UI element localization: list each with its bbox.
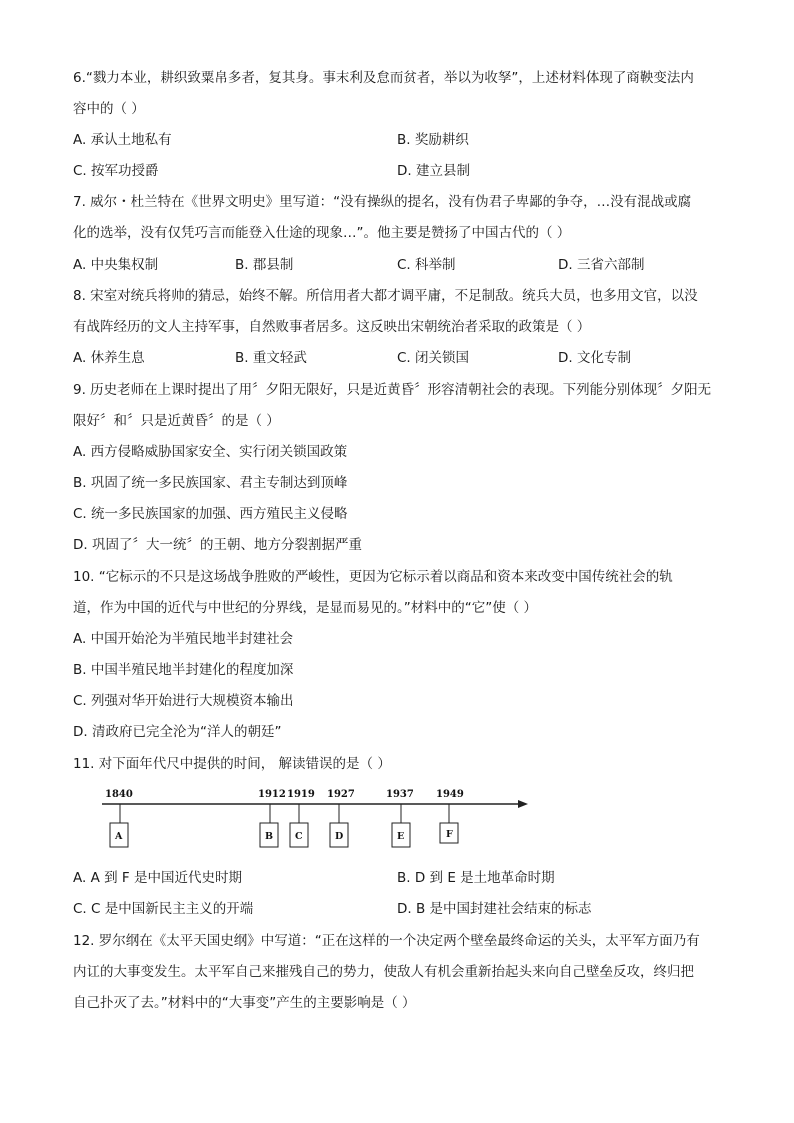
year-timeline — [92, 785, 532, 855]
q10-option-a: A. 中国开始沦为半殖民地半封建社会 — [73, 631, 294, 647]
q9-option-a: A. 西方侵略威胁国家安全、实行闭关锁国政策 — [73, 444, 348, 460]
q8-option-b: B. 重文轻武 — [235, 350, 307, 366]
q12-stem-line1: 12. 罗尔纲在《太平天国史纲》中写道：“正在这样的一个决定两个壁垒最终命运的关头，太平军方面乃有 — [73, 933, 700, 949]
q7-option-b: B. 郡县制 — [235, 257, 294, 273]
q7-option-a: A. 中央集权制 — [73, 257, 159, 273]
q10-option-b: B. 中国半殖民地半封建化的程度加深 — [73, 662, 294, 678]
q12-stem-line3: 自己扑灭了去。”材料中的“大事变”产生的主要影响是（ ） — [73, 995, 416, 1011]
timeline-box-f-label: F — [446, 829, 453, 840]
q9-stem-line1: 9. 历史老师在上课时提出了用〞夕阳无限好，只是近黄昏〞形容清朝社会的表现。下列能分别体现〞夕阳无 — [73, 382, 712, 398]
timeline-year-1912: 1912 — [258, 789, 286, 800]
timeline-box-d-label: D — [335, 831, 344, 842]
timeline-arrow — [518, 800, 528, 808]
q7-option-c: C. 科举制 — [397, 257, 456, 273]
q9-option-c: C. 统一多民族国家的加强、西方殖民主义侵略 — [73, 506, 348, 522]
q10-stem-line2: 道，作为中国的近代与中世纪的分界线，是显而易见的。”材料中的“它”使（ ） — [73, 600, 538, 616]
timeline-box-b-label: B — [265, 831, 274, 842]
q7-option-d: D. 三省六部制 — [558, 257, 645, 273]
q9-stem-line2: 限好〞和〞只是近黄昏〞的是（ ） — [73, 413, 280, 429]
q6-stem-line1: 6.“戮力本业，耕织致粟帛多者，复其身。事末利及怠而贫者，举以为收孥”，上述材料体现了商鞅变法内 — [73, 70, 694, 86]
q10-option-d: D. 清政府已完全沦为“洋人的朝廷” — [73, 724, 282, 740]
q8-option-d: D. 文化专制 — [558, 350, 631, 366]
q6-option-a: A. 承认土地私有 — [73, 132, 172, 148]
q7-stem-line1: 7. 威尔・杜兰特在《世界文明史》里写道：“没有操纵的提名，没有伪君子卑鄙的争夺，…没有混战或腐 — [73, 194, 692, 210]
q8-option-c: C. 闭关锁国 — [397, 350, 470, 366]
timeline-box-a-label: A — [115, 831, 123, 842]
q11-stem: 11. 对下面年代尺中提供的时间， 解读错误的是（ ） — [73, 756, 391, 772]
q8-option-a: A. 休养生息 — [73, 350, 145, 366]
q12-stem-line2: 内讧的大事变发生。太平军自己来摧残自己的势力，使敌人有机会重新抬起头来向自己壁垒反攻，终归把 — [73, 964, 694, 980]
timeline-year-1927: 1927 — [327, 789, 355, 800]
q6-option-d: D. 建立县制 — [397, 163, 470, 179]
q10-option-c: C. 列强对华开始进行大规模资本输出 — [73, 693, 294, 709]
q6-option-b: B. 奖励耕织 — [397, 132, 469, 148]
q9-option-b: B. 巩固了统一多民族国家、君主专制达到顶峰 — [73, 475, 348, 491]
q9-option-d: D. 巩固了〞大一统〞的王朝、地方分裂割据严重 — [73, 537, 362, 553]
q11-option-b: B. D 到 E 是土地革命时期 — [397, 870, 555, 886]
q8-stem-line1: 8. 宋室对统兵将帅的猜忌，始终不解。所信用者大都才调平庸，不足制敌。统兵大员，也多用文官，以没 — [73, 288, 698, 304]
timeline-year-1840: 1840 — [105, 789, 133, 800]
timeline-year-1919: 1919 — [287, 789, 315, 800]
q7-stem-line2: 化的选举，没有仅凭巧言而能登入仕途的现象…”。他主要是赞扬了中国古代的（ ） — [73, 225, 571, 241]
q8-stem-line2: 有战阵经历的文人主持军事，自然败事者居多。这反映出宋朝统治者采取的政策是（ ） — [73, 319, 591, 335]
timeline-box-c-label: C — [295, 831, 303, 842]
q6-stem-line2: 容中的（ ） — [73, 101, 145, 117]
timeline-box-e-label: E — [397, 831, 405, 842]
q11-option-a: A. A 到 F 是中国近代史时期 — [73, 870, 242, 886]
q11-option-d: D. B 是中国封建社会结束的标志 — [397, 901, 592, 917]
timeline-year-1937: 1937 — [386, 789, 414, 800]
q10-stem-line1: 10. “它标示的不只是这场战争胜败的严峻性，更因为它标示着以商品和资本来改变中国传统社会的轨 — [73, 569, 673, 585]
timeline-year-1949: 1949 — [436, 789, 464, 800]
q11-option-c: C. C 是中国新民主主义的开端 — [73, 901, 254, 917]
q6-option-c: C. 按军功授爵 — [73, 163, 159, 179]
